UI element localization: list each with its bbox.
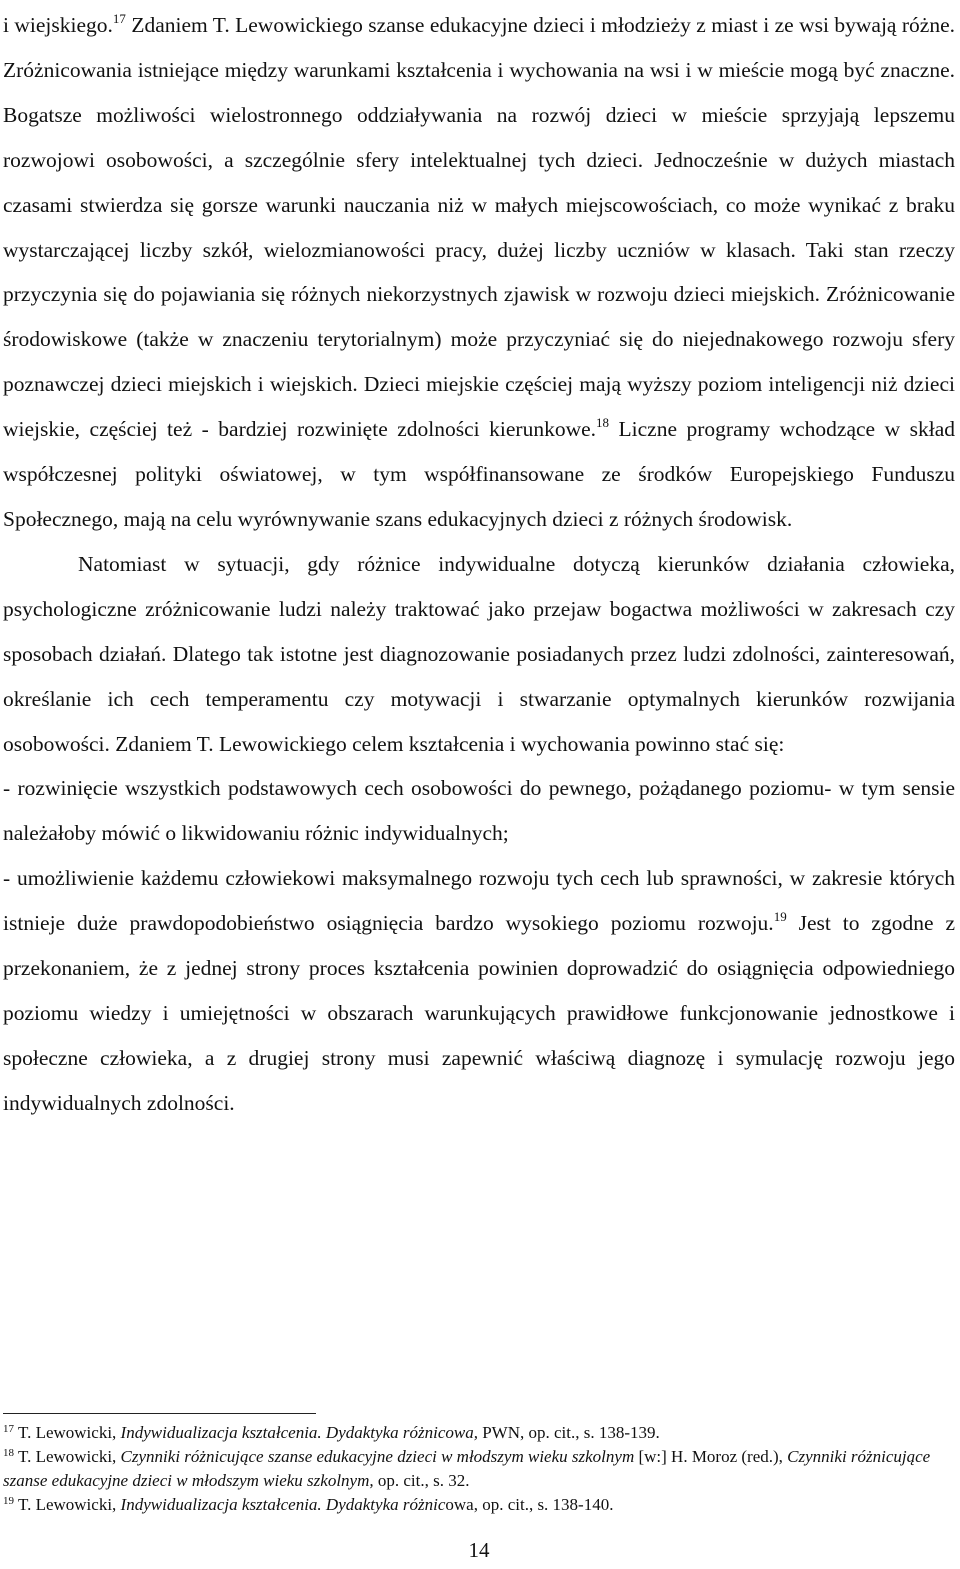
footnote-ref: 18 bbox=[596, 415, 610, 431]
text-run: T. Lewowicki, bbox=[14, 1495, 121, 1514]
text-run: - rozwinięcie wszystkich podstawowych cech osobowości do pewnego, pożądanego poziomu- w tym sensie należałoby mówić o likwidowaniu różnic indywidualnych; bbox=[3, 776, 955, 846]
footnotes bbox=[3, 1421, 955, 1517]
text-run: Zdaniem T. Lewowickiego szanse edukacyjne dzieci i młodzieży z miast i ze wsi bywają różne. Zróżnicowania istniejące między warunkami kształcenia i wychowania na wsi i w mieście mogą być znaczne. Bogatsze możliwości wielostronnego oddziaływania na rozwój dzieci w mieście sprzyjają lepszemu rozwojowi osobowości, a szczególnie sfery intelektualnej tych dzieci. Jednocześnie w dużych miastach czasami stwierdza się gorsze warunki nauczania niż w małych miejscowościach, co może wynikać z braku wystarczającej liczby szkół, wielozmianowości pracy, dużej liczby uczniów w klasach. Taki stan rzeczy przyczynia się do pojawiania się różnych niekorzystnych zjawisk w rozwoju dzieci miejskich. Zróżnicowanie środowiskowe (także w znaczeniu terytorialnym) może przyczyniać się do niejednakowego rozwoju sfery poznawczej dzieci miejskich i wiejskich. Dzieci miejskie częściej mają wyższy poziom inteligencji niż dzieci wiejskie, częściej też - bardziej rozwinięte zdolności kierunkowe. bbox=[3, 13, 955, 442]
footnote-separator bbox=[3, 1413, 316, 1414]
footnote bbox=[3, 1493, 955, 1517]
italic-title: Indywidualizacja kształcenia. Dydaktyka różnic bbox=[120, 1495, 446, 1514]
text-run: Jest to zgodne z przekonaniem, że z jednej strony proces kształcenia powinien doprowadzić do osiągnięcia odpowiedniego poziomu wiedzy i umiejętności w obszarach warunkujących prawidłowe funkcjonowanie jednostkowe i społeczne człowieka, a z drugiej strony musi zapewnić właściwą diagnozę i symulację rozwoju jego indywidualnych zdolności. bbox=[3, 911, 955, 1115]
page-number: 14 bbox=[468, 1538, 490, 1562]
text-run: [w:] H. Moroz (red.), bbox=[634, 1447, 788, 1466]
text-run: T. Lewowicki, bbox=[14, 1423, 121, 1442]
main-text bbox=[3, 3, 955, 1126]
text-run: Natomiast w sytuacji, gdy różnice indywidualne dotyczą kierunków działania człowieka, psychologiczne zróżnicowanie ludzi należy traktować jako przejaw bogactwa możliwości w zakresach czy sposobach działań. Dlatego tak istotne jest diagnozowanie posiadanych przez ludzi zdolności, zainteresowań, określanie ich cech temperamentu czy motywacji i stwarzanie optymalnych kierunków rozwijania osobowości. Zdaniem T. Lewowickiego celem kształcenia i wychowania powinno stać się: bbox=[3, 551, 955, 756]
footnote-ref: 19 bbox=[3, 1495, 14, 1507]
italic-title: Czynniki różnicujące szanse edukacyjne dzieci w młodszym wieku szkolnym bbox=[120, 1447, 635, 1466]
document-page bbox=[3, 0, 955, 1569]
text-run: op. cit., s. 32. bbox=[373, 1471, 470, 1490]
paragraph bbox=[3, 856, 955, 1125]
footnote bbox=[3, 1421, 955, 1445]
text-run: owa, op. cit., s. 138-140. bbox=[445, 1495, 614, 1514]
text-run: Liczne programy wchodzące w skład współczesnej polityki oświatowej, w tym współfinansowane ze środków Europejskiego Funduszu Społecznego, mają na celu wyrównywanie szans edukacyjnych dzieci z różnych środowisk. bbox=[3, 417, 955, 531]
footnote bbox=[3, 1445, 955, 1493]
text-run: i wiejskiego. bbox=[3, 13, 113, 37]
paragraph bbox=[3, 542, 955, 767]
footnote-ref: 17 bbox=[112, 11, 126, 26]
italic-title: Indywidualizacja kształcenia. Dydaktyka różnicowa, bbox=[120, 1423, 478, 1442]
paragraph bbox=[3, 766, 955, 856]
text-run: - umożliwienie każdemu człowiekowi maksymalnego rozwoju tych cech lub sprawności, w zakresie których istnieje duże prawdopodobieństwo osiągnięcia bardzo wysokiego poziomu rozwoju. bbox=[3, 866, 955, 936]
footnote-ref: 18 bbox=[3, 1447, 14, 1459]
text-run: T. Lewowicki, bbox=[14, 1447, 121, 1466]
text-run: PWN, op. cit., s. 138-139. bbox=[477, 1423, 660, 1442]
footnote-ref: 17 bbox=[3, 1423, 14, 1435]
italic-title: Czynniki różnicujące szanse edukacyjne dzieci w młodszym wieku szkolnym, bbox=[3, 1447, 931, 1490]
paragraph bbox=[3, 3, 955, 542]
footnote-ref: 19 bbox=[773, 909, 787, 925]
